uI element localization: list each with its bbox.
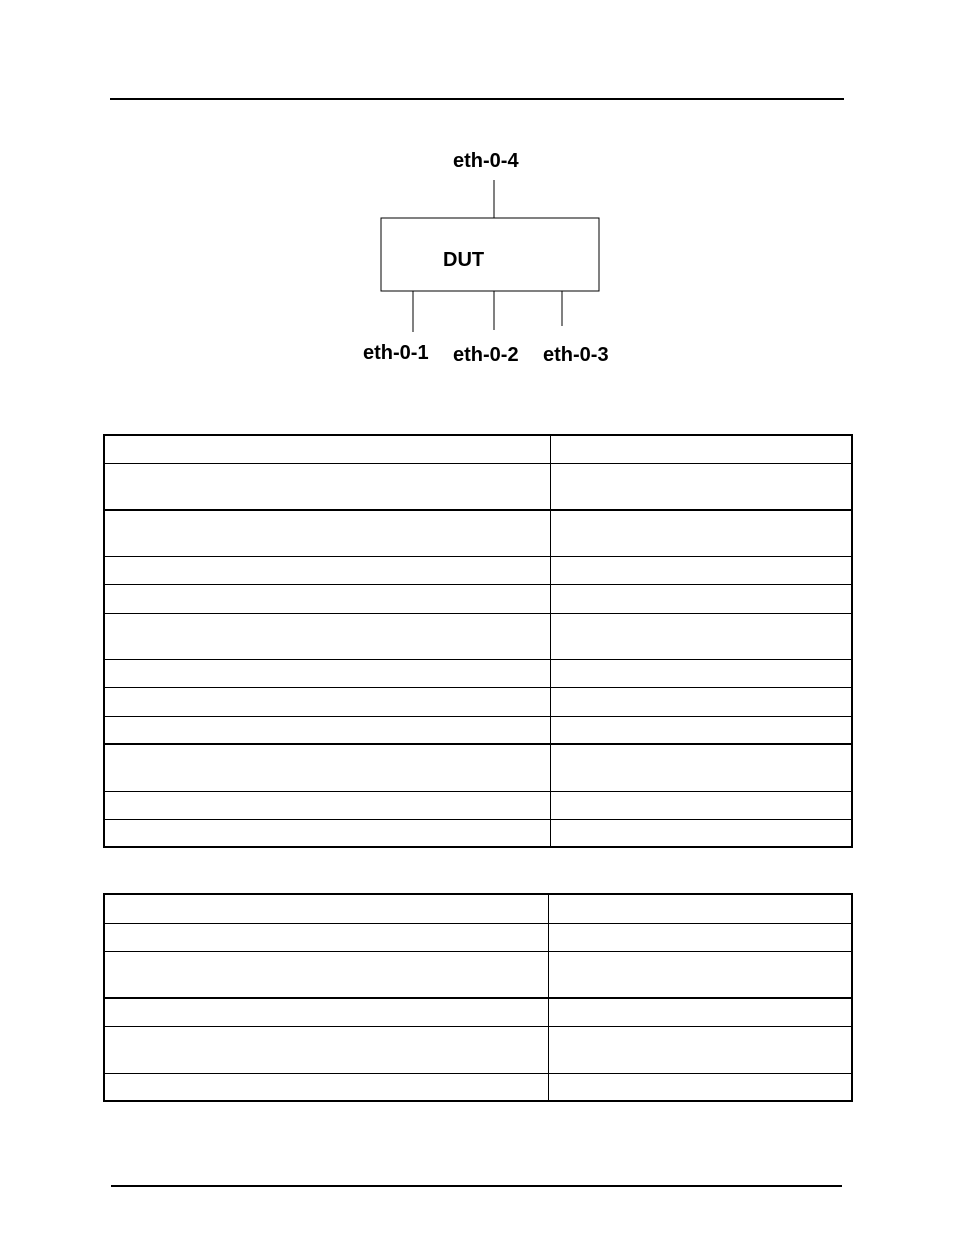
- table-row: [104, 894, 852, 923]
- table-cell-right: [550, 510, 852, 556]
- table-cell-left: [104, 1026, 548, 1073]
- dut-label: DUT: [443, 249, 485, 271]
- table-cell-left: [104, 659, 550, 687]
- table-cell-left: [104, 998, 548, 1026]
- table-cell-right: [550, 463, 852, 510]
- table-cell-right: [550, 716, 852, 744]
- table-cell-left: [104, 687, 550, 716]
- table-row: [104, 463, 852, 510]
- port-label-eth-0-4: eth-0-4: [453, 150, 519, 172]
- table-cell-right: [550, 613, 852, 659]
- table-row: [104, 584, 852, 613]
- table-cell-right: [548, 998, 852, 1026]
- table-cell-left: [104, 463, 550, 510]
- table-cell-left: [104, 584, 550, 613]
- table-cell-left: [104, 435, 550, 463]
- table-cell-left: [104, 894, 548, 923]
- table-1: [103, 434, 853, 848]
- table-cell-right: [550, 744, 852, 791]
- table-row: [104, 556, 852, 584]
- table-cell-right: [550, 791, 852, 819]
- table-row: [104, 435, 852, 463]
- table-cell-right: [550, 659, 852, 687]
- topology-diagram: [0, 0, 954, 400]
- table-row: [104, 998, 852, 1026]
- table-row: [104, 1026, 852, 1073]
- table-cell-left: [104, 716, 550, 744]
- table-cell-right: [548, 1073, 852, 1101]
- table-cell-right: [550, 819, 852, 847]
- table-cell-right: [550, 584, 852, 613]
- table-row: [104, 923, 852, 951]
- table-cell-right: [550, 556, 852, 584]
- table-cell-left: [104, 923, 548, 951]
- table-cell-right: [548, 894, 852, 923]
- table-row: [104, 1073, 852, 1101]
- table-cell-left: [104, 556, 550, 584]
- port-label-eth-0-2: eth-0-2: [453, 344, 519, 366]
- dut-box: [381, 218, 599, 291]
- table-row: [104, 744, 852, 791]
- table-2: [103, 893, 853, 1102]
- port-label-eth-0-1: eth-0-1: [363, 342, 429, 364]
- table-cell-right: [550, 435, 852, 463]
- table-cell-left: [104, 744, 550, 791]
- table-row: [104, 613, 852, 659]
- table-row: [104, 819, 852, 847]
- table-cell-right: [548, 923, 852, 951]
- table-cell-right: [550, 687, 852, 716]
- table-row: [104, 716, 852, 744]
- table-cell-left: [104, 819, 550, 847]
- table-row: [104, 510, 852, 556]
- footer-rule: [111, 1185, 842, 1187]
- table-cell-left: [104, 510, 550, 556]
- port-label-eth-0-3: eth-0-3: [543, 344, 609, 366]
- table-row: [104, 659, 852, 687]
- table-row: [104, 951, 852, 998]
- table-cell-left: [104, 613, 550, 659]
- table-row: [104, 791, 852, 819]
- table-cell-right: [548, 951, 852, 998]
- table-row: [104, 687, 852, 716]
- table-cell-left: [104, 951, 548, 998]
- table-cell-left: [104, 1073, 548, 1101]
- table-cell-right: [548, 1026, 852, 1073]
- table-cell-left: [104, 791, 550, 819]
